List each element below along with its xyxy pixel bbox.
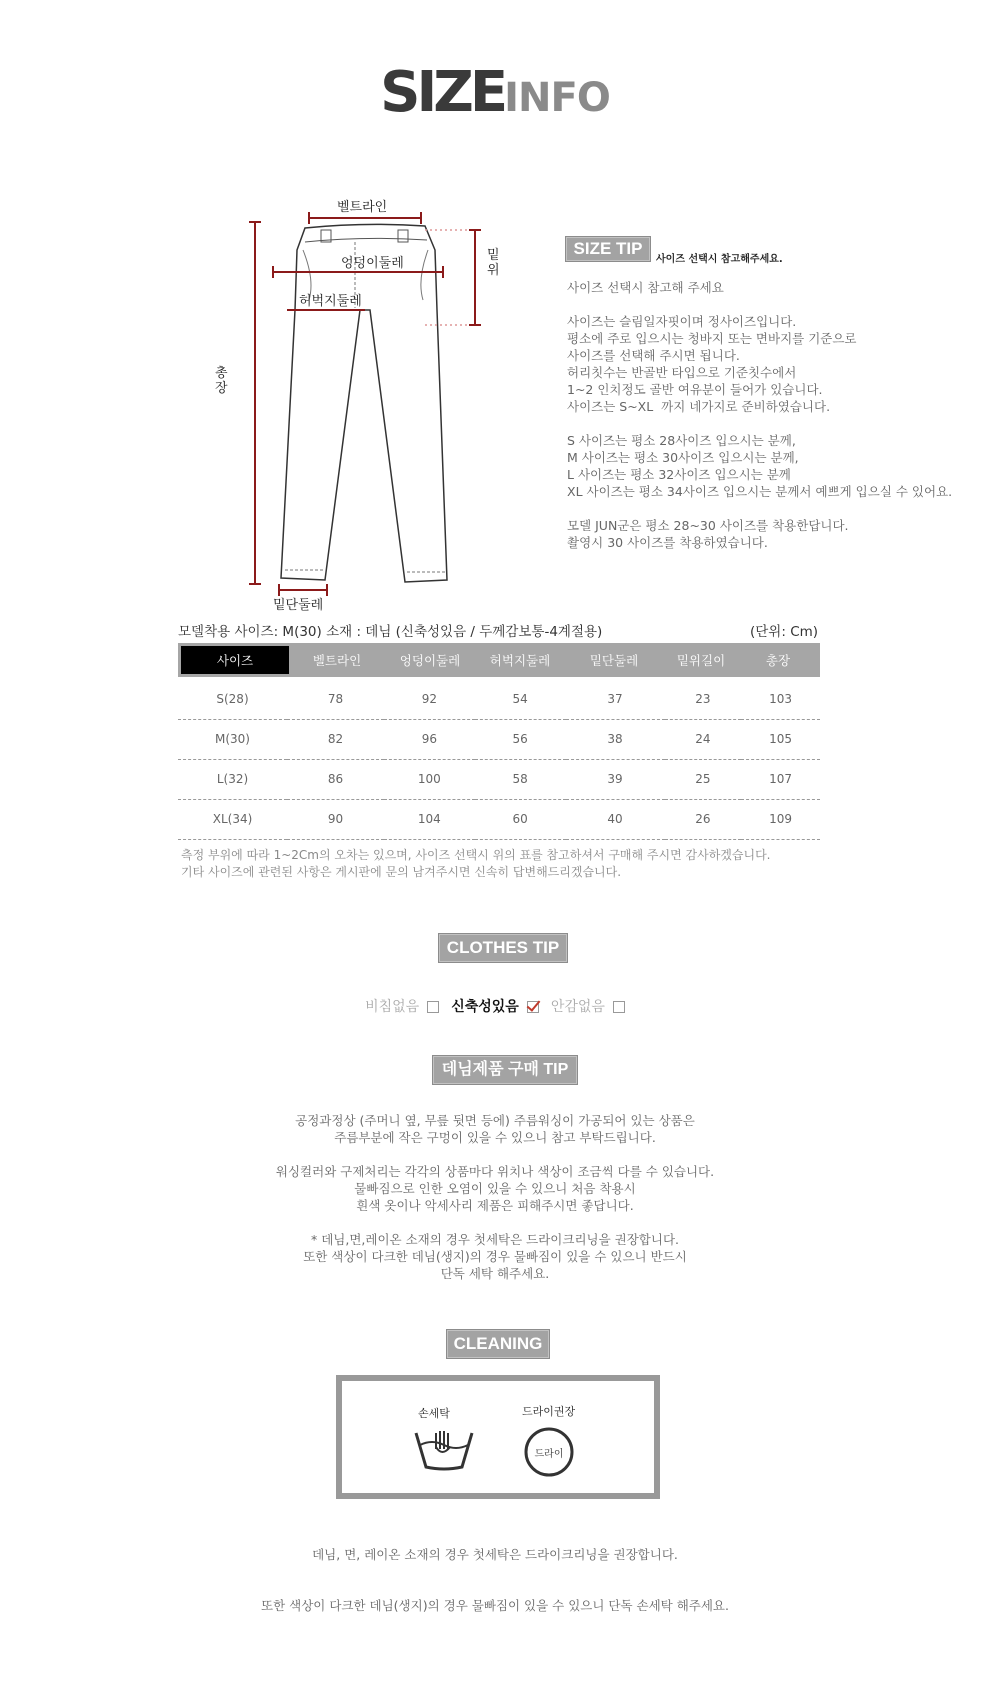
pants-diagram [215, 190, 515, 613]
table-cell: 103 [741, 679, 820, 719]
table-cell: 109 [741, 799, 820, 839]
table-cell: 37 [566, 679, 665, 719]
size-note-line: 기타 사이즈에 관련된 사항은 게시판에 문의 남겨주시면 신속히 답변해드리겠습니다. [181, 865, 622, 879]
size-table-body [178, 679, 820, 840]
denim-tip-line: 주름부분에 작은 구멍이 있을 수 있으니 참고 부탁드립니다. [334, 1130, 656, 1145]
size-tip-line: 사이즈는 S~XL 까지 네가지로 준비하였습니다. [567, 399, 831, 414]
table-row [178, 759, 820, 799]
cleaning-note-line: 또한 색상이 다크한 데님(생지)의 경우 물빠짐이 있을 수 있으니 단독 손세탁 해주세요. [261, 1598, 729, 1613]
table-cell: M(30) [178, 719, 287, 759]
size-notes [181, 847, 770, 881]
table-header-cell: 총장 [739, 646, 817, 674]
table-header-cell: 밑단둘레 [565, 646, 663, 674]
table-cell: 92 [384, 679, 475, 719]
table-row [178, 799, 820, 839]
table-cell: 104 [384, 799, 475, 839]
table-cell: 56 [475, 719, 566, 759]
table-row [178, 679, 820, 719]
size-tip-line: M 사이즈는 평소 30사이즈 입으시는 분께, [567, 450, 799, 465]
size-tip-line: L 사이즈는 평소 32사이즈 입으시는 분께 [567, 467, 791, 482]
table-cell: 54 [475, 679, 566, 719]
size-tip-line [567, 500, 952, 517]
length-label: 총장 [215, 366, 228, 396]
hand-wash-label: 손세탁 [418, 1407, 450, 1420]
table-cell: 25 [665, 759, 742, 799]
clothes-option [451, 999, 539, 1015]
belt-line-label: 벨트라인 [337, 200, 388, 215]
size-tip-caption: 사이즈 선택시 참고해주세요. [656, 254, 783, 265]
table-cell: 78 [287, 679, 384, 719]
denim-tip-paragraph [0, 1112, 990, 1146]
denim-tip-line: 단독 세탁 해주세요. [440, 1266, 550, 1281]
logo-info-text: INFO [504, 75, 610, 121]
cleaning-box [336, 1375, 660, 1499]
hip-label: 엉덩이둘레 [341, 256, 404, 271]
model-info: 모델착용 사이즈: M(30) 소재 : 데님 (신축성있음 / 두께감보통-4계절용) [178, 624, 603, 640]
size-table [178, 643, 820, 840]
table-cell: 24 [665, 719, 742, 759]
size-table-head [181, 646, 817, 674]
size-tip-line: 모델 JUN군은 평소 28~30 사이즈를 착용한답니다. [567, 518, 849, 533]
dry-icon-text: 드라이 [534, 1449, 564, 1460]
table-cell: S(28) [178, 679, 287, 719]
denim-tip-paragraph [0, 1231, 990, 1282]
size-tip-line: 사이즈 선택시 참고해 주세요 [567, 280, 724, 295]
table-cell: 82 [287, 719, 384, 759]
table-cell: 86 [287, 759, 384, 799]
table-header-cell: 엉덩이둘레 [385, 646, 475, 674]
denim-tip-line: 워싱컬러와 구제처리는 각각의 상품마다 위치나 색상이 조금씩 다를 수 있습니다. [275, 1164, 715, 1179]
table-header-cell: 사이즈 [181, 646, 289, 674]
table-cell: 39 [566, 759, 665, 799]
size-tip-line: XL 사이즈는 평소 34사이즈 입으시는 분께서 예쁘게 입으실 수 있어요. [567, 484, 953, 499]
thigh-label: 허벅지둘레 [299, 294, 362, 309]
size-tip-line: 촬영시 30 사이즈를 착용하였습니다. [567, 535, 768, 550]
table-cell: 23 [665, 679, 742, 719]
size-tip-line: 1~2 인치정도 골반 여유분이 들어가 있습니다. [567, 382, 823, 397]
denim-tip-line: 공정과정상 (주머니 옆, 무릎 뒷면 등에) 주름워싱이 가공되어 있는 상품은 [295, 1113, 695, 1128]
dry-label: 드라이권장 [522, 1405, 576, 1418]
denim-tip-line: 물빠짐으로 인한 오염이 있을 수 있으니 처음 착용시 [354, 1181, 636, 1196]
rise-label: 밑위 [487, 248, 500, 278]
logo-size-text: SIZE [380, 60, 505, 125]
size-tip-line: 사이즈를 선택해 주시면 됩니다. [567, 348, 740, 363]
table-cell: 26 [665, 799, 742, 839]
size-info-logo [0, 60, 990, 125]
unchecked-box-icon [613, 1001, 625, 1013]
size-tip-line: 평소에 주로 입으시는 청바지 또는 면바지를 기준으로 [567, 331, 857, 346]
clothes-option-label: 비침없음 [365, 999, 420, 1015]
clothes-option-label: 안감없음 [550, 999, 605, 1015]
size-tip-line: 허리칫수는 반골반 타입으로 기준칫수에서 [567, 365, 797, 380]
size-tip-line: 사이즈는 슬림일자핏이며 정사이즈입니다. [567, 314, 797, 329]
table-cell: 40 [566, 799, 665, 839]
clothes-option [551, 999, 625, 1015]
table-header-cell: 벨트라인 [289, 646, 385, 674]
table-cell: 96 [384, 719, 475, 759]
clothes-tip-badge: CLOTHES TIP [438, 933, 568, 963]
unit-label: (단위: Cm) [750, 624, 819, 640]
table-cell: 100 [384, 759, 475, 799]
size-tip-line [567, 296, 952, 313]
cleaning-badge: CLEANING [446, 1329, 550, 1359]
size-table-header [178, 643, 820, 677]
table-cell: 60 [475, 799, 566, 839]
size-tip-line: S 사이즈는 평소 28사이즈 입으시는 분께, [567, 433, 796, 448]
table-cell: 105 [741, 719, 820, 759]
table-cell: L(32) [178, 759, 287, 799]
denim-tip-badge: 데님제품 구매 TIP [432, 1055, 578, 1085]
denim-tip-line: * 데님,면,레이온 소재의 경우 첫세탁은 드라이크리닝을 권장합니다. [310, 1232, 680, 1247]
clothes-option [365, 999, 439, 1015]
table-header-cell: 허벅지둘레 [475, 646, 565, 674]
cleaning-note-line: 데님, 면, 레이온 소재의 경우 첫세탁은 드라이크리닝을 권장합니다. [312, 1547, 678, 1562]
denim-tip-line: 또한 색상이 다크한 데님(생지)의 경우 물빠짐이 있을 수 있으니 반드시 [303, 1249, 687, 1264]
size-tip-line [567, 415, 952, 432]
size-tip-text [567, 279, 952, 551]
table-cell: 58 [475, 759, 566, 799]
table-row [178, 719, 820, 759]
cleaning-notes [0, 1512, 990, 1631]
table-cell: XL(34) [178, 799, 287, 839]
hem-label: 밑단둘레 [273, 598, 324, 613]
clothes-option-label: 신축성있음 [451, 999, 519, 1015]
clothes-tip-options [0, 996, 990, 1016]
size-note-line: 측정 부위에 따라 1~2Cm의 오차는 있으며, 사이즈 선택시 위의 표를 참고하셔서 구매해 주시면 감사하겠습니다. [181, 848, 771, 862]
dry-clean-icon [522, 1425, 576, 1479]
table-header-row [181, 646, 817, 674]
hand-wash-icon [412, 1427, 476, 1475]
denim-tip-line: 흰색 옷이나 악세사리 제품은 피해주시면 좋답니다. [356, 1198, 634, 1213]
unchecked-box-icon [427, 1001, 439, 1013]
table-cell: 90 [287, 799, 384, 839]
table-cell: 38 [566, 719, 665, 759]
denim-tip-paragraph [0, 1163, 990, 1214]
table-header-cell: 밑위길이 [663, 646, 739, 674]
table-cell: 107 [741, 759, 820, 799]
checked-box-icon [527, 1001, 539, 1013]
denim-tip-text [0, 1112, 990, 1299]
size-tip-badge: SIZE TIP [565, 236, 651, 262]
